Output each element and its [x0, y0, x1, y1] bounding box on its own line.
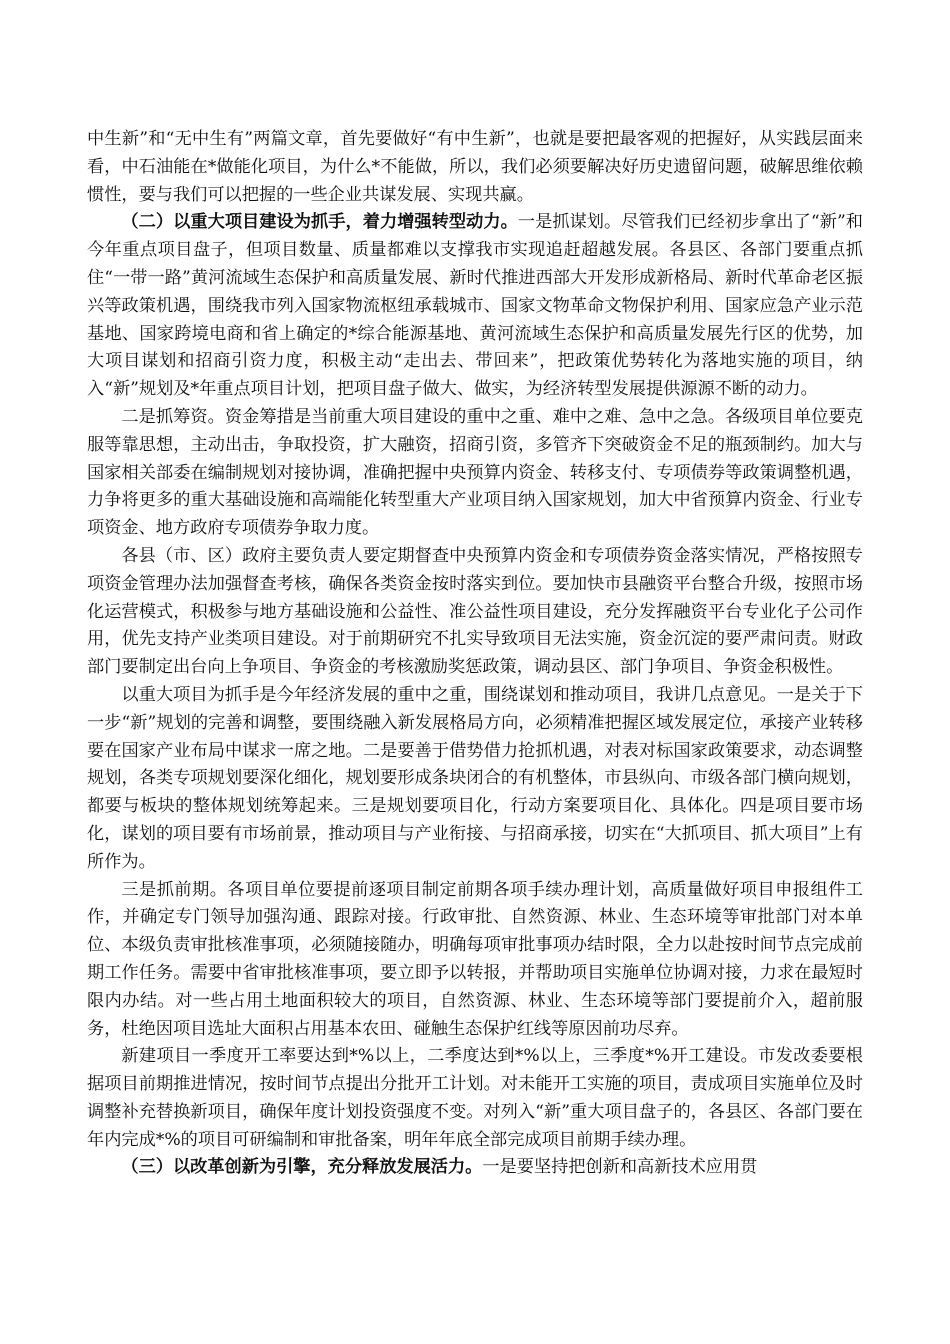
paragraph: [87, 404, 863, 543]
paragraph: [87, 1154, 863, 1182]
paragraph: [87, 209, 863, 404]
paragraph-text: 一是抓谋划。尽管我们已经初步拿出了“新”和今年重点项目盘子，但项目数量、质量都难以支撑我市实现追赶超越发展。各县区、各部门要重点抓住“一带一路”黄河流域生态保护和高质量发展、新时代推进西部大开发形成新格局、新时代革命老区振兴等政策机遇，围绕我市列入国家物流枢纽承载城市、国家文物革命文物保护利用、国家应急产业示范基地、国家跨境电商和省上确定的*综合能源基地、黄河流域生态保护和高质量发展先行区的优势，加大项目谋划和招商引资力度，积极主动“走出去、带回来”，把政策优势转化为落地实施的项目，纳入“新”规划及*年重点项目计划，把项目盘子做大、做实，为经济转型发展提供源源不断的动力。: [87, 212, 863, 400]
section-heading: （二）以重大项目建设为抓手，着力增强转型动力。: [121, 212, 518, 233]
paragraph: [87, 877, 863, 1044]
paragraph-text: 一是要坚持把创新和高新技术应用贯: [482, 1157, 758, 1178]
paragraph-text: 新建项目一季度开工率要达到*%以上，二季度达到*%以上，三季度*%开工建设。市发改委要根据项目前期推进情况，按时间节点提出分批开工计划。对未能开工实施的项目，责成项目实施单位及时调整补充替换新项目，确保年度计划投资强度不变。对列入“新”重大项目盘子的，各县区、各部门要在年内完成*%的项目可研编制和审批备案，明年年底全部完成项目前期手续办理。: [87, 1046, 863, 1150]
paragraph-text: 二是抓筹资。资金筹措是当前重大项目建设的重中之重、难中之难、急中之急。各级项目单位要克服等靠思想，主动出击，争取投资，扩大融资，招商引资，多管齐下突破资金不足的瓶颈制约。加大与国家相关部委在编制规划对接协调，准确把握中央预算内资金、转移支付、专项债券等政策调整机遇，力争将更多的重大基础设施和高端能化转型重大产业项目纳入国家规划，加大中省预算内资金、行业专项资金、地方政府专项债券争取力度。: [87, 406, 863, 539]
section-heading: （三）以改革创新为引擎，充分释放发展活力。: [121, 1157, 483, 1178]
paragraph-text: 中生新”和“无中生有”两篇文章，首先要做好“有中生新”，也就是要把最客观的把握好，从实践层面来看，中石油能在*做能化项目，为什么*不能做，所以，我们必须要解决好历史遗留问题，破解思维依赖惯性，要与我们可以把握的一些企业共谋发展、实现共赢。: [87, 129, 863, 205]
paragraph: [87, 682, 863, 877]
paragraph: [87, 1043, 863, 1154]
paragraph-text: 三是抓前期。各项目单位要提前逐项目制定前期各项手续办理计划，高质量做好项目申报组件工作，并确定专门领导加强沟通、跟踪对接。行政审批、自然资源、林业、生态环境等审批部门对本单位、本级负责审批核准事项，必须随接随办，明确每项审批事项办结时限，全力以赴按时间节点完成前期工作任务。需要中省审批核准事项，要立即予以转报，并帮助项目实施单位协调对接，力求在最短时限内办结。对一些占用土地面积较大的项目，自然资源、林业、生态环境等部门要提前介入，超前服务，杜绝因项目选址大面积占用基本农田、碰触生态保护红线等原因前功尽弃。: [87, 879, 863, 1039]
paragraph: [87, 126, 863, 209]
paragraph: [87, 543, 863, 682]
paragraph-text: 以重大项目为抓手是今年经济发展的重中之重，围绕谋划和推动项目，我讲几点意见。一是关于下一步“新”规划的完善和调整，要围绕融入新发展格局方向，必须精准把握区域发展定位，承接产业转移要在国家产业布局中谋求一席之地。二是要善于借势借力抢抓机遇，对表对标国家政策要求，动态调整规划，各类专项规划要深化细化，规划要形成条块闭合的有机整体，市县纵向、市级各部门横向规划，都要与板块的整体规划统筹起来。三是规划要项目化，行动方案要项目化、具体化。四是项目要市场化，谋划的项目要有市场前景，推动项目与产业衔接、与招商承接，切实在“大抓项目、抓大项目”上有所作为。: [87, 684, 863, 872]
paragraph-text: 各县（市、区）政府主要负责人要定期督查中央预算内资金和专项债券资金落实情况，严格按照专项资金管理办法加强督查考核，确保各类资金按时落实到位。要加快市县融资平台整合升级，按照市场化运营模式，积极参与地方基础设施和公益性、准公益性项目建设，充分发挥融资平台专业化子公司作用，优先支持产业类项目建设。对于前期研究不扎实导致项目无法实施，资金沉淀的要严肃问责。财政部门要制定出台向上争项目、争资金的考核激励奖惩政策，调动县区、部门争项目、争资金积极性。: [87, 545, 863, 678]
document-body: [87, 126, 863, 1182]
